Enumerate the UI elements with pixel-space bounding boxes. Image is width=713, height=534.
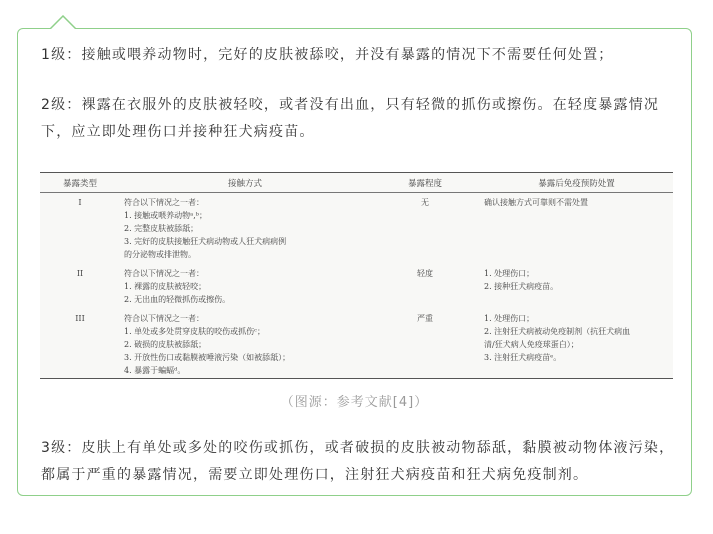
contact-line: 1. 裸露的皮肤被轻咬； xyxy=(124,282,207,291)
cell-degree: 无 xyxy=(421,198,429,207)
level1-paragraph: 1级：接触或喂养动物时，完好的皮肤被舔咬，并没有暴露的情况下不需要任何处置； xyxy=(41,47,614,63)
contact-line: 1. 单处或多处贯穿皮肤的咬伤或抓伤ᶜ； xyxy=(124,327,265,336)
contact-line: 的分泌物或排泄物。 xyxy=(124,250,196,259)
treatment-line: 2. 接种狂犬病疫苗。 xyxy=(484,282,559,291)
treatment-line: 确认接触方式可靠则不需处置 xyxy=(484,198,588,207)
cell-degree: 严重 xyxy=(417,314,433,323)
callout-notch xyxy=(50,15,76,29)
level2-paragraph: 2级：裸露在衣服外的皮肤被轻咬，或者没有出血，只有轻微的抓伤或擦伤。在轻度暴露情况下，应立即处理伤口并接种狂犬病疫苗。 xyxy=(41,97,660,140)
exposure-table xyxy=(40,173,673,380)
exposure-table-image xyxy=(40,172,673,379)
contact-line: 4. 暴露于蝙蝠ᵈ。 xyxy=(124,366,186,375)
header-post-exposure-treatment: 暴露后免疫预防处置 xyxy=(480,173,673,193)
cell-contact xyxy=(120,264,370,309)
treatment-line: 1. 处理伤口； xyxy=(484,269,535,278)
table-row xyxy=(40,309,673,380)
cell-type: II xyxy=(76,269,84,278)
cell-contact xyxy=(120,309,370,380)
contact-line: 符合以下情况之一者： xyxy=(124,314,204,323)
contact-line: 2. 完整皮肤被舔舐； xyxy=(124,224,199,233)
table-header-row xyxy=(40,173,673,193)
content-card xyxy=(17,28,692,496)
cell-treatment xyxy=(480,309,673,380)
cell-type: I xyxy=(78,198,82,207)
cell-treatment xyxy=(480,264,673,309)
contact-line: 3. 完好的皮肤接触狂犬病动物或人狂犬病病例 xyxy=(124,237,287,246)
cell-type: III xyxy=(75,314,85,323)
contact-line: 符合以下情况之一者： xyxy=(124,198,204,207)
contact-line: 2. 无出血的轻微抓伤或擦伤。 xyxy=(124,295,231,304)
header-exposure-degree: 暴露程度 xyxy=(370,173,480,193)
cell-degree: 轻度 xyxy=(417,269,433,278)
image-caption: （图源：参考文献[4]） xyxy=(280,395,429,410)
contact-line: 符合以下情况之一者： xyxy=(124,269,204,278)
treatment-line: 2. 注射狂犬病被动免疫制剂（抗狂犬病血 xyxy=(484,327,631,336)
table-row xyxy=(40,264,673,309)
contact-line: 3. 开放性伤口或黏膜被唾液污染（如被舔舐）； xyxy=(124,353,291,362)
treatment-line: 3. 注射狂犬病疫苗ᵉ。 xyxy=(484,353,562,362)
cell-contact xyxy=(120,193,370,265)
treatment-line: 1. 处理伤口； xyxy=(484,314,535,323)
contact-line: 1. 接触或喂养动物ᵃ,ᵇ； xyxy=(124,211,208,220)
level3-paragraph: 3级：皮肤上有单处或多处的咬伤或抓伤，或者破损的皮肤被动物舔舐，黏膜被动物体液污染，都属于严重的暴露情况，需要立即处理伤口，注射狂犬病疫苗和狂犬病免疫制剂。 xyxy=(41,440,675,483)
treatment-line: 清/狂犬病人免疫球蛋白）； xyxy=(484,340,579,349)
cell-treatment xyxy=(480,193,673,265)
header-exposure-type: 暴露类型 xyxy=(40,173,120,193)
table-row xyxy=(40,193,673,265)
header-contact-method: 接触方式 xyxy=(120,173,370,193)
contact-line: 2. 破损的皮肤被舔舐； xyxy=(124,340,207,349)
